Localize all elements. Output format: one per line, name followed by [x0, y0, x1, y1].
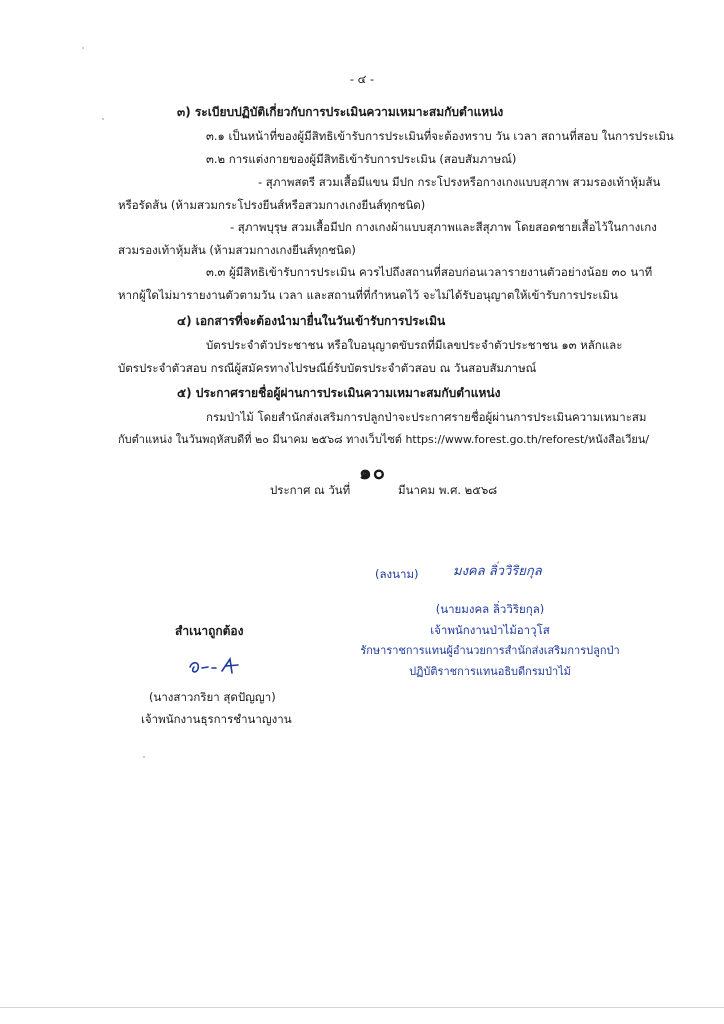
dress-code-male-line-2: สวมรองเท้าหุ้มส้น (ห้ามสวมกางเกงยีนส์ทุกชนิด) — [118, 243, 356, 257]
signed-name: มงคล ลิ่ววิริยกุล — [453, 564, 542, 579]
section-3-heading: ๓) ระเบียบปฏิบัติเกี่ยวกับการประเมินความเหมาะสมกับตำแหน่ง — [177, 105, 504, 119]
announcement-prefix: ประกาศ ณ วันที่ — [270, 483, 351, 497]
section-5-line-2: กับตำแหน่ง ในวันพฤหัสบดีที่ ๒๐ มีนาคม ๒๕๖๘ ทางเว็บไซต์ https://www.forest.go.th/reforest/หนังสือเวียน/ — [118, 433, 650, 446]
section-4-line-2: บัตรประจำตัวสอบ กรณีผู้สมัครทางไปรษณีย์รับบัตรประจำตัวสอบ ณ วันสอบสัมภาษณ์ — [118, 361, 537, 375]
page-number: - ๔ - — [349, 72, 375, 86]
signer-name: (นายมงคล ลิ่ววิริยกุล) — [435, 602, 545, 616]
scan-speck — [102, 118, 104, 120]
dress-code-female-line-2: หรือรัดส้น (ห้ามสวมกระโปรงยีนส์หรือสวมกางเกงยีนส์ทุกชนิด) — [118, 198, 426, 212]
scan-speck — [82, 47, 84, 49]
signer-acting-line-2: ปฏิบัติราชการแทนอธิบดีกรมป่าไม้ — [409, 665, 571, 678]
section-3-item-3-line-2: หากผู้ใดไม่มารายงานตัวตามวัน เวลา และสถานที่ที่กำหนดไว้ จะไม่ได้รับอนุญาตให้เข้ารับการประเมิน — [118, 288, 618, 302]
section-3-item-1: ๓.๑ เป็นหน้าที่ของผู้มีสิทธิเข้ารับการประเมินที่จะต้องทราบ วัน เวลา สถานที่สอบ ในการประเมิน — [206, 129, 674, 143]
section-4-line-1: บัตรประจำตัวประชาชน หรือใบอนุญาตขับรถที่มีเลขประจำตัวประชาชน ๑๓ หลักและ — [206, 338, 623, 352]
announcement-month-year: มีนาคม พ.ศ. ๒๕๖๘ — [398, 483, 498, 497]
dress-code-male-line-1: - สุภาพบุรุษ สวมเสื้อมีปก กางเกงผ้าแบบสุภาพและสีสุภาพ โดยสอดชายเสื้อไว้ในกางเกง — [230, 220, 657, 234]
section-4-heading: ๔) เอกสารที่จะต้องนำมายื่นในวันเข้ารับการประเมิน — [177, 314, 446, 328]
certified-copy-label: สำเนาถูกต้อง — [175, 624, 244, 638]
certifier-signature — [186, 653, 256, 679]
signer-acting-line-1: รักษาราชการแทนผู้อำนวยการสำนักส่งเสริมการปลูกป่า — [360, 644, 620, 657]
dress-code-female-line-1: - สุภาพสตรี สวมเสื้อมีแขน มีปก กระโปรงหรือกางเกงแบบสุภาพ สวมรองเท้าหุ้มส้น — [258, 175, 661, 189]
scan-edge-line — [0, 1007, 724, 1008]
section-3-item-2: ๓.๒ การแต่งกายของผู้มีสิทธิเข้ารับการประเมิน (สอบสัมภาษณ์) — [206, 152, 517, 166]
section-5-heading: ๕) ประกาศรายชื่อผู้ผ่านการประเมินความเหมาะสมกับตำแหน่ง — [177, 386, 501, 400]
signed-label: (ลงนาม) — [375, 567, 419, 581]
section-5-line-1: กรมป่าไม้ โดยสำนักส่งเสริมการปลูกป่าจะประกาศรายชื่อผู้ผ่านการประเมินความเหมาะสม — [206, 410, 647, 424]
announcement-day: ๑๐ — [359, 460, 386, 484]
certifier-position: เจ้าพนักงานธุรการชำนาญงาน — [141, 712, 292, 726]
signer-position: เจ้าพนักงานป่าไม้อาวุโส — [430, 623, 550, 637]
scan-speck — [143, 756, 145, 758]
certifier-name: (นางสาวกริยา สุดปัญญา) — [149, 690, 276, 704]
section-3-item-3-line-1: ๓.๓ ผู้มีสิทธิเข้ารับการประเมิน ควรไปถึงสถานที่สอบก่อนเวลารายงานตัวอย่างน้อย ๓๐ นาที — [206, 265, 653, 279]
